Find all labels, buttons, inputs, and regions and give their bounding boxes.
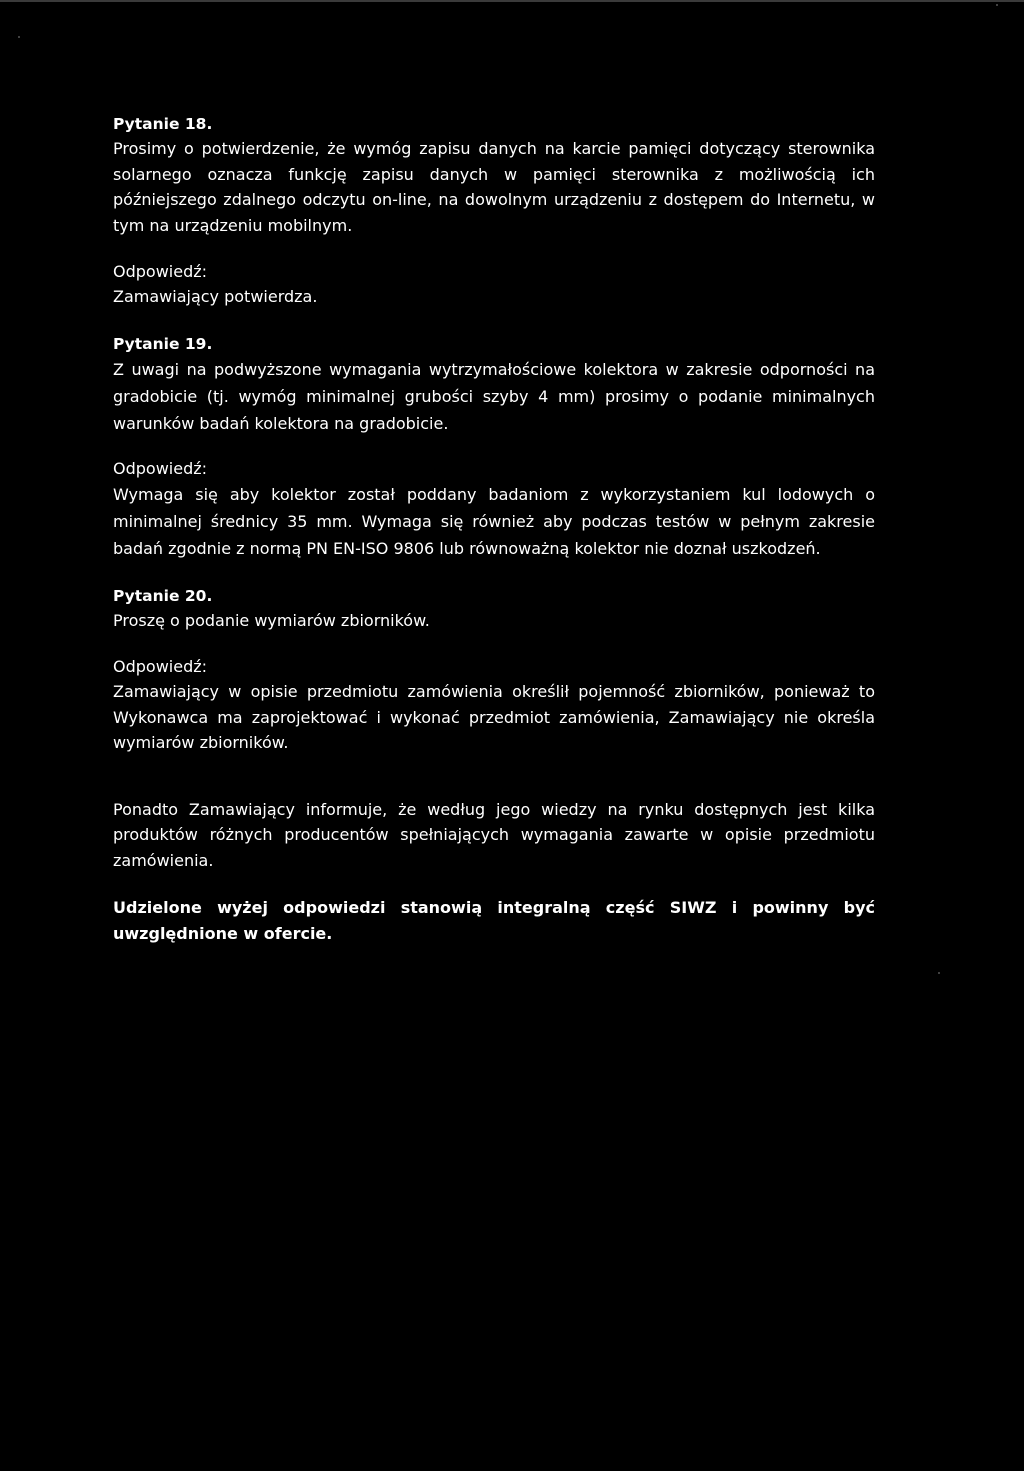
answer-text: Wymaga się aby kolektor został poddany badaniom z wykorzystaniem kul lodowych o minimalnej średnicy 35 mm. Wymaga się również aby podczas testów w pełnym zakresie badań zgodnie z normą PN EN-ISO 9806 lub równoważną kolektor nie doznał uszkodzeń.: [113, 484, 875, 558]
question-heading: Pytanie 20.: [113, 586, 213, 605]
question-block-20: [113, 584, 875, 756]
answer-text: Zamawiający w opisie przedmiotu zamówienia określił pojemność zbiorników, ponieważ to Wykonawca ma zaprojektować i wykonać przedmiot zamówienia, Zamawiający nie określa wymiarów zbiorników.: [113, 682, 875, 752]
document-content: [113, 112, 875, 946]
closing-statement: Udzielone wyżej odpowiedzi stanowią integralną część SIWZ i powinny być uwzględnione w ofercie.: [113, 898, 875, 943]
scan-speck: [938, 972, 940, 974]
scan-speck: [996, 4, 998, 6]
question-block-18: [113, 112, 875, 310]
answer-text: Zamawiający potwierdza.: [113, 287, 318, 306]
answer-label: Odpowiedź:: [113, 458, 208, 478]
question-text: Proszę o podanie wymiarów zbiorników.: [113, 610, 430, 630]
question-heading: Pytanie 18.: [113, 115, 213, 133]
scan-top-edge: [0, 0, 1024, 2]
question-heading: Pytanie 19.: [113, 334, 213, 353]
question-block-19: [113, 332, 875, 562]
question-text: Z uwagi na podwyższone wymagania wytrzymałościowe kolektora w zakresie odporności na gradobicie (tj. wymóg minimalnej grubości szyby 4 mm) prosimy o podanie minimalnych warunków badań kolektora na gradobicie.: [113, 359, 875, 433]
question-text: Prosimy o potwierdzenie, że wymóg zapisu danych na karcie pamięci dotyczący sterownika solarnego oznacza funkcję zapisu danych w pamięci sterownika z możliwością ich późniejszego zdalnego odczytu on-line, na dowolnym urządzeniu z dostępem do Internetu, w tym na urządzeniu mobilnym.: [113, 139, 875, 235]
answer-label: Odpowiedź:: [113, 262, 208, 281]
scan-speck: [18, 36, 20, 38]
additional-info-paragraph: Ponadto Zamawiający informuje, że według jego wiedzy na rynku dostępnych jest kilka produktów różnych producentów spełniających wymagania zawarte w opisie przedmiotu zamówienia.: [113, 799, 875, 870]
answer-label: Odpowiedź:: [113, 657, 208, 676]
